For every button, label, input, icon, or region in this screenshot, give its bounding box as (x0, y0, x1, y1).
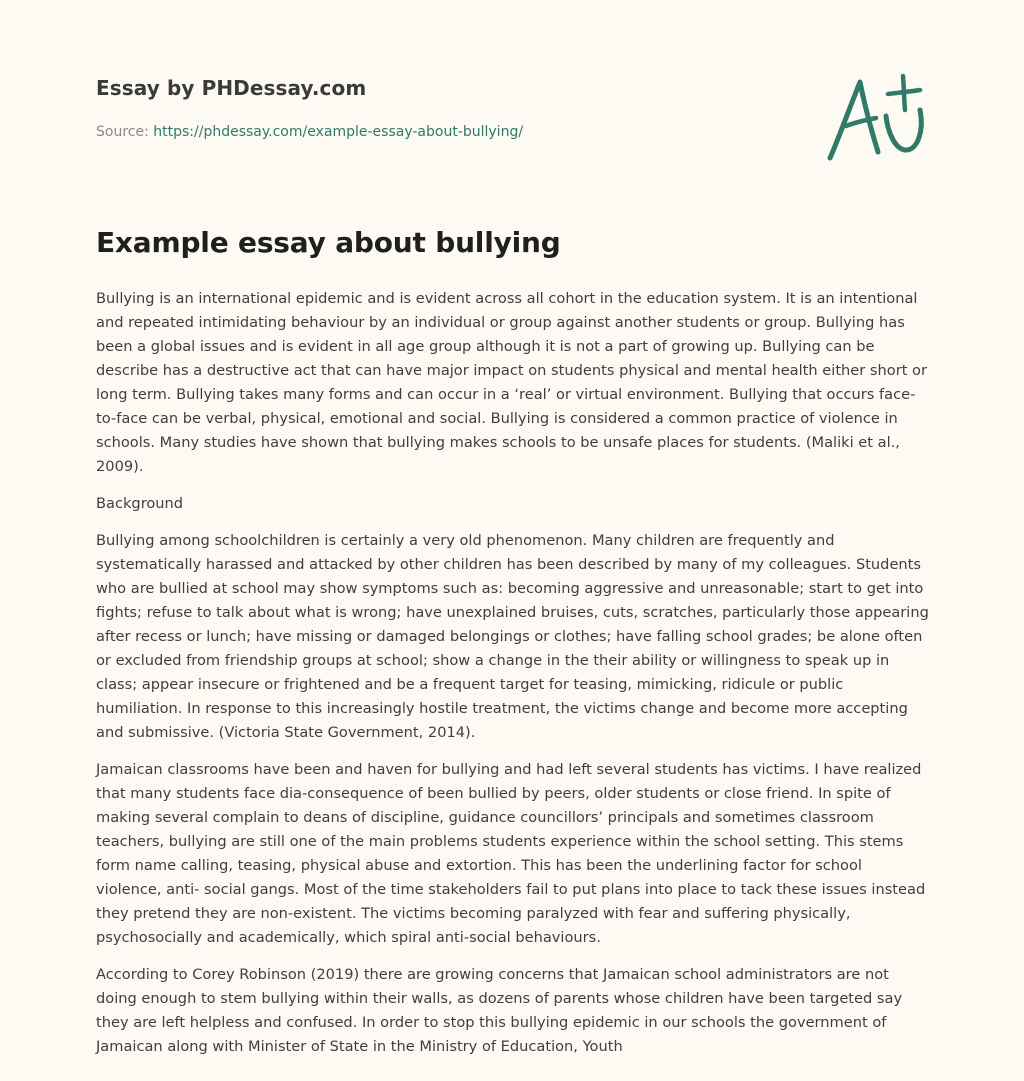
essay-paragraph: Bullying among schoolchildren is certainly a very old phenomenon. Many children are frequently and systematically harassed and attacked by other children has been described by many of my colleagues. Students who are bullied at school may show symptoms such as: becoming aggressive and unreasonable; start to get into fights; refuse to talk about what is wrong; have unexplained bruises, cuts, scratches, particularly those appearing after recess or lunch; have missing or damaged belongings or clothes; have falling school grades; be alone often or excluded from friendship groups at school; show a change in the their ability or willingness to speak up in class; appear insecure or frightened and be a frequent target for teasing, mimicking, ridicule or public humiliation. In response to this increasingly hostile treatment, the victims change and become more accepting and submissive. (Victoria State Government, 2014). (96, 532, 929, 741)
essay-title: Example essay about bullying (96, 226, 561, 259)
essay-body (96, 287, 932, 1072)
essay-paragraph: Bullying is an international epidemic and is evident across all cohort in the education system. It is an intentional and repeated intimidating behaviour by an individual or group against another students or group. Bullying has been a global issues and is evident in all age group although it is not a part of growing up. Bullying can be describe has a destructive act that can have major impact on students physical and mental health either short or long term. Bullying takes many forms and can occur in a ‘real’ or virtual environment. Bullying that occurs face-to-face can be verbal, physical, emotional and social. Bullying is considered a common practice of violence in schools. Many studies have shown that bullying makes schools to be unsafe places for students. (Maliki et al., 2009). (96, 290, 927, 475)
essay-paragraph: Jamaican classrooms have been and haven for bullying and had left several students has victims. I have realized that many students face dia-consequence of been bullied by peers, older students or close friend. In spite of making several complain to deans of discipline, guidance councillors’ principals and sometimes classroom teachers, bullying are still one of the main problems students experience within the school setting. This stems form name calling, teasing, physical abuse and extortion. This has been the underlining factor for school violence, anti- social gangs. Most of the time stakeholders fail to put plans into place to tack these issues instead they pretend they are non-existent. The victims becoming paralyzed with fear and suffering physically, psychosocially and academically, which spiral anti-social behaviours. (96, 761, 926, 946)
site-title: Essay by PHDessay.com (96, 76, 367, 100)
source-line (96, 124, 523, 140)
essay-paragraph: According to Corey Robinson (2019) there are growing concerns that Jamaican school administrators are not doing enough to stem bullying within their walls, as dozens of parents whose children have been targeted say they are left helpless and confused. In order to stop this bullying epidemic in our schools the government of Jamaican along with Minister of State in the Ministry of Education, Youth (96, 966, 903, 1055)
source-label: Source: (96, 124, 149, 140)
source-link[interactable]: https://phdessay.com/example-essay-about-bullying/ (153, 124, 524, 140)
a-plus-logo-icon (826, 68, 930, 164)
section-heading-background: Background (96, 495, 184, 512)
